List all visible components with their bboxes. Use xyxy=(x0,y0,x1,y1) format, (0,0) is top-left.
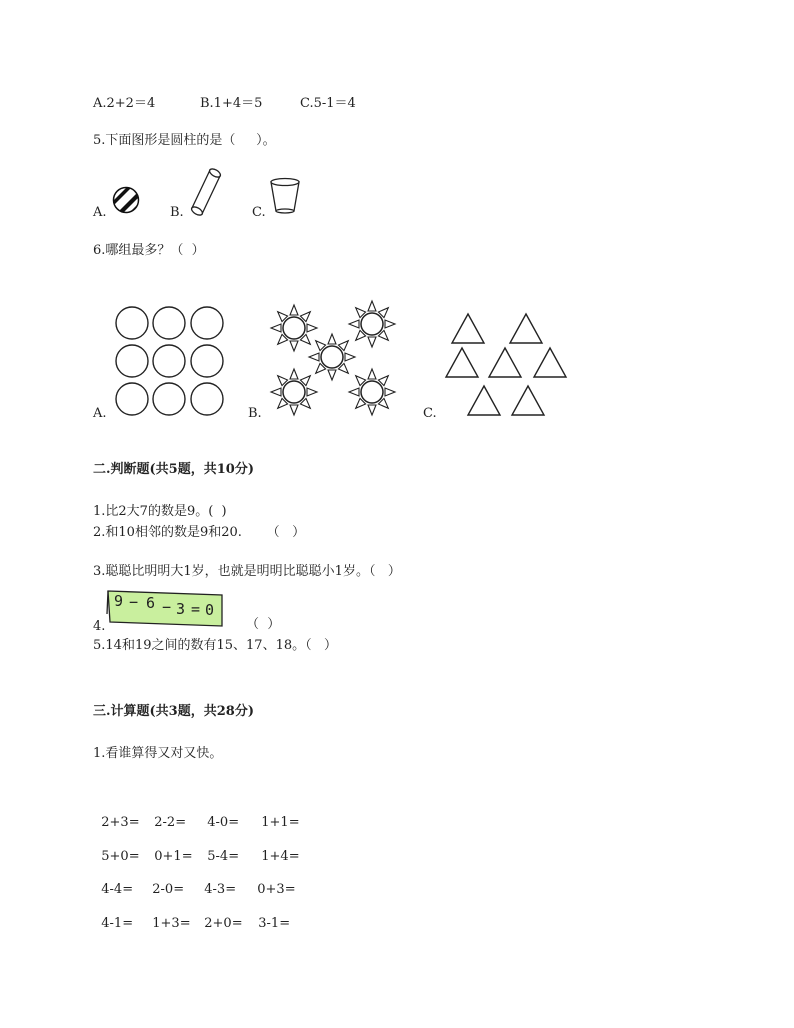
banner-minus-2: − xyxy=(162,598,172,616)
circle-shape xyxy=(191,383,223,415)
circle-shape xyxy=(153,383,185,415)
calc-row-3 xyxy=(93,866,296,898)
q4-option-a: A.2+2＝4 xyxy=(93,96,156,111)
calc-row-4 xyxy=(93,900,290,932)
calc-item: 0+1= xyxy=(154,849,193,864)
triangle-shape xyxy=(468,386,500,415)
cup-icon xyxy=(268,176,302,214)
calc-item: 2-0= xyxy=(152,882,185,897)
calc-item: 2-2= xyxy=(154,815,187,830)
triangle-shape xyxy=(510,314,542,343)
calc-item: 5-4= xyxy=(207,849,240,864)
striped-ball-icon xyxy=(112,186,140,214)
banner-num-9: 9 xyxy=(114,592,124,610)
calc-row-2 xyxy=(93,833,300,865)
cylinder-icon xyxy=(186,166,226,218)
suns-group xyxy=(262,296,406,420)
q6-question: 6.哪组最多？（ ） xyxy=(93,243,205,258)
calc-item: 2+3= xyxy=(101,815,140,830)
calc-item: 4-1= xyxy=(101,916,134,931)
calc-item: 1+3= xyxy=(152,916,191,931)
triangle-shape xyxy=(489,348,521,377)
triangle-shape xyxy=(446,348,478,377)
judge-item-4-paren: （ ） xyxy=(246,617,281,632)
q5-label-c: C. xyxy=(252,205,266,220)
sun-shape xyxy=(271,305,317,351)
banner-num-6: 6 xyxy=(146,594,156,612)
calc-item: 4-0= xyxy=(207,815,240,830)
banner-num-3: 3 xyxy=(176,600,186,618)
calc-item: 5+0= xyxy=(101,849,140,864)
calc-item: 2+0= xyxy=(204,916,243,931)
calc-item: 4-3= xyxy=(204,882,237,897)
section3-title: 三.计算题(共3题，共28分) xyxy=(93,704,254,719)
q4-option-b: B.1+4＝5 xyxy=(200,96,263,111)
q4-option-c: C.5-1＝4 xyxy=(300,96,356,111)
circle-shape xyxy=(116,383,148,415)
calc-row-1 xyxy=(93,799,300,831)
judge-item-4: 4. xyxy=(93,619,106,634)
judge-item-5: 5.14和19之间的数有15、17、18。（ ） xyxy=(93,638,338,653)
banner-minus-1: − xyxy=(129,593,139,611)
judge-item-1: 1.比2大7的数是9。( ) xyxy=(93,504,227,519)
calc-item: 0+3= xyxy=(257,882,296,897)
calc-item: 4-4= xyxy=(101,882,134,897)
banner-equals: = xyxy=(191,600,201,618)
triangle-shape xyxy=(534,348,566,377)
circles-group xyxy=(112,305,230,417)
equation-banner xyxy=(104,588,226,630)
q6-label-c: C. xyxy=(423,406,437,421)
q5-question: 5.下面图形是圆柱的是（ ）。 xyxy=(93,133,276,148)
section2-title: 二.判断题(共5题，共10分) xyxy=(93,462,254,477)
banner-num-0: 0 xyxy=(205,601,215,619)
judge-item-3: 3.聪聪比明明大1岁，也就是明明比聪聪小1岁。（ ） xyxy=(93,564,401,579)
q6-label-a: A. xyxy=(93,406,107,421)
sun-shape xyxy=(349,301,395,347)
circle-shape xyxy=(153,345,185,377)
triangles-group xyxy=(440,311,574,419)
circle-shape xyxy=(191,345,223,377)
q5-label-a: A. xyxy=(93,205,107,220)
triangle-shape xyxy=(452,314,484,343)
calc-item: 1+1= xyxy=(261,815,300,830)
circle-shape xyxy=(153,307,185,339)
calc-item: 3-1= xyxy=(258,916,291,931)
sun-shape xyxy=(349,369,395,415)
circle-shape xyxy=(116,345,148,377)
calc-item: 1+4= xyxy=(261,849,300,864)
sun-shape xyxy=(271,369,317,415)
calc-prompt: 1.看谁算得又对又快。 xyxy=(93,746,223,761)
q6-label-b: B. xyxy=(248,406,262,421)
triangle-shape xyxy=(512,386,544,415)
circle-shape xyxy=(116,307,148,339)
judge-item-2: 2.和10相邻的数是9和20. （ ） xyxy=(93,525,306,540)
circle-shape xyxy=(191,307,223,339)
sun-shape xyxy=(309,334,355,380)
q5-label-b: B. xyxy=(170,205,184,220)
